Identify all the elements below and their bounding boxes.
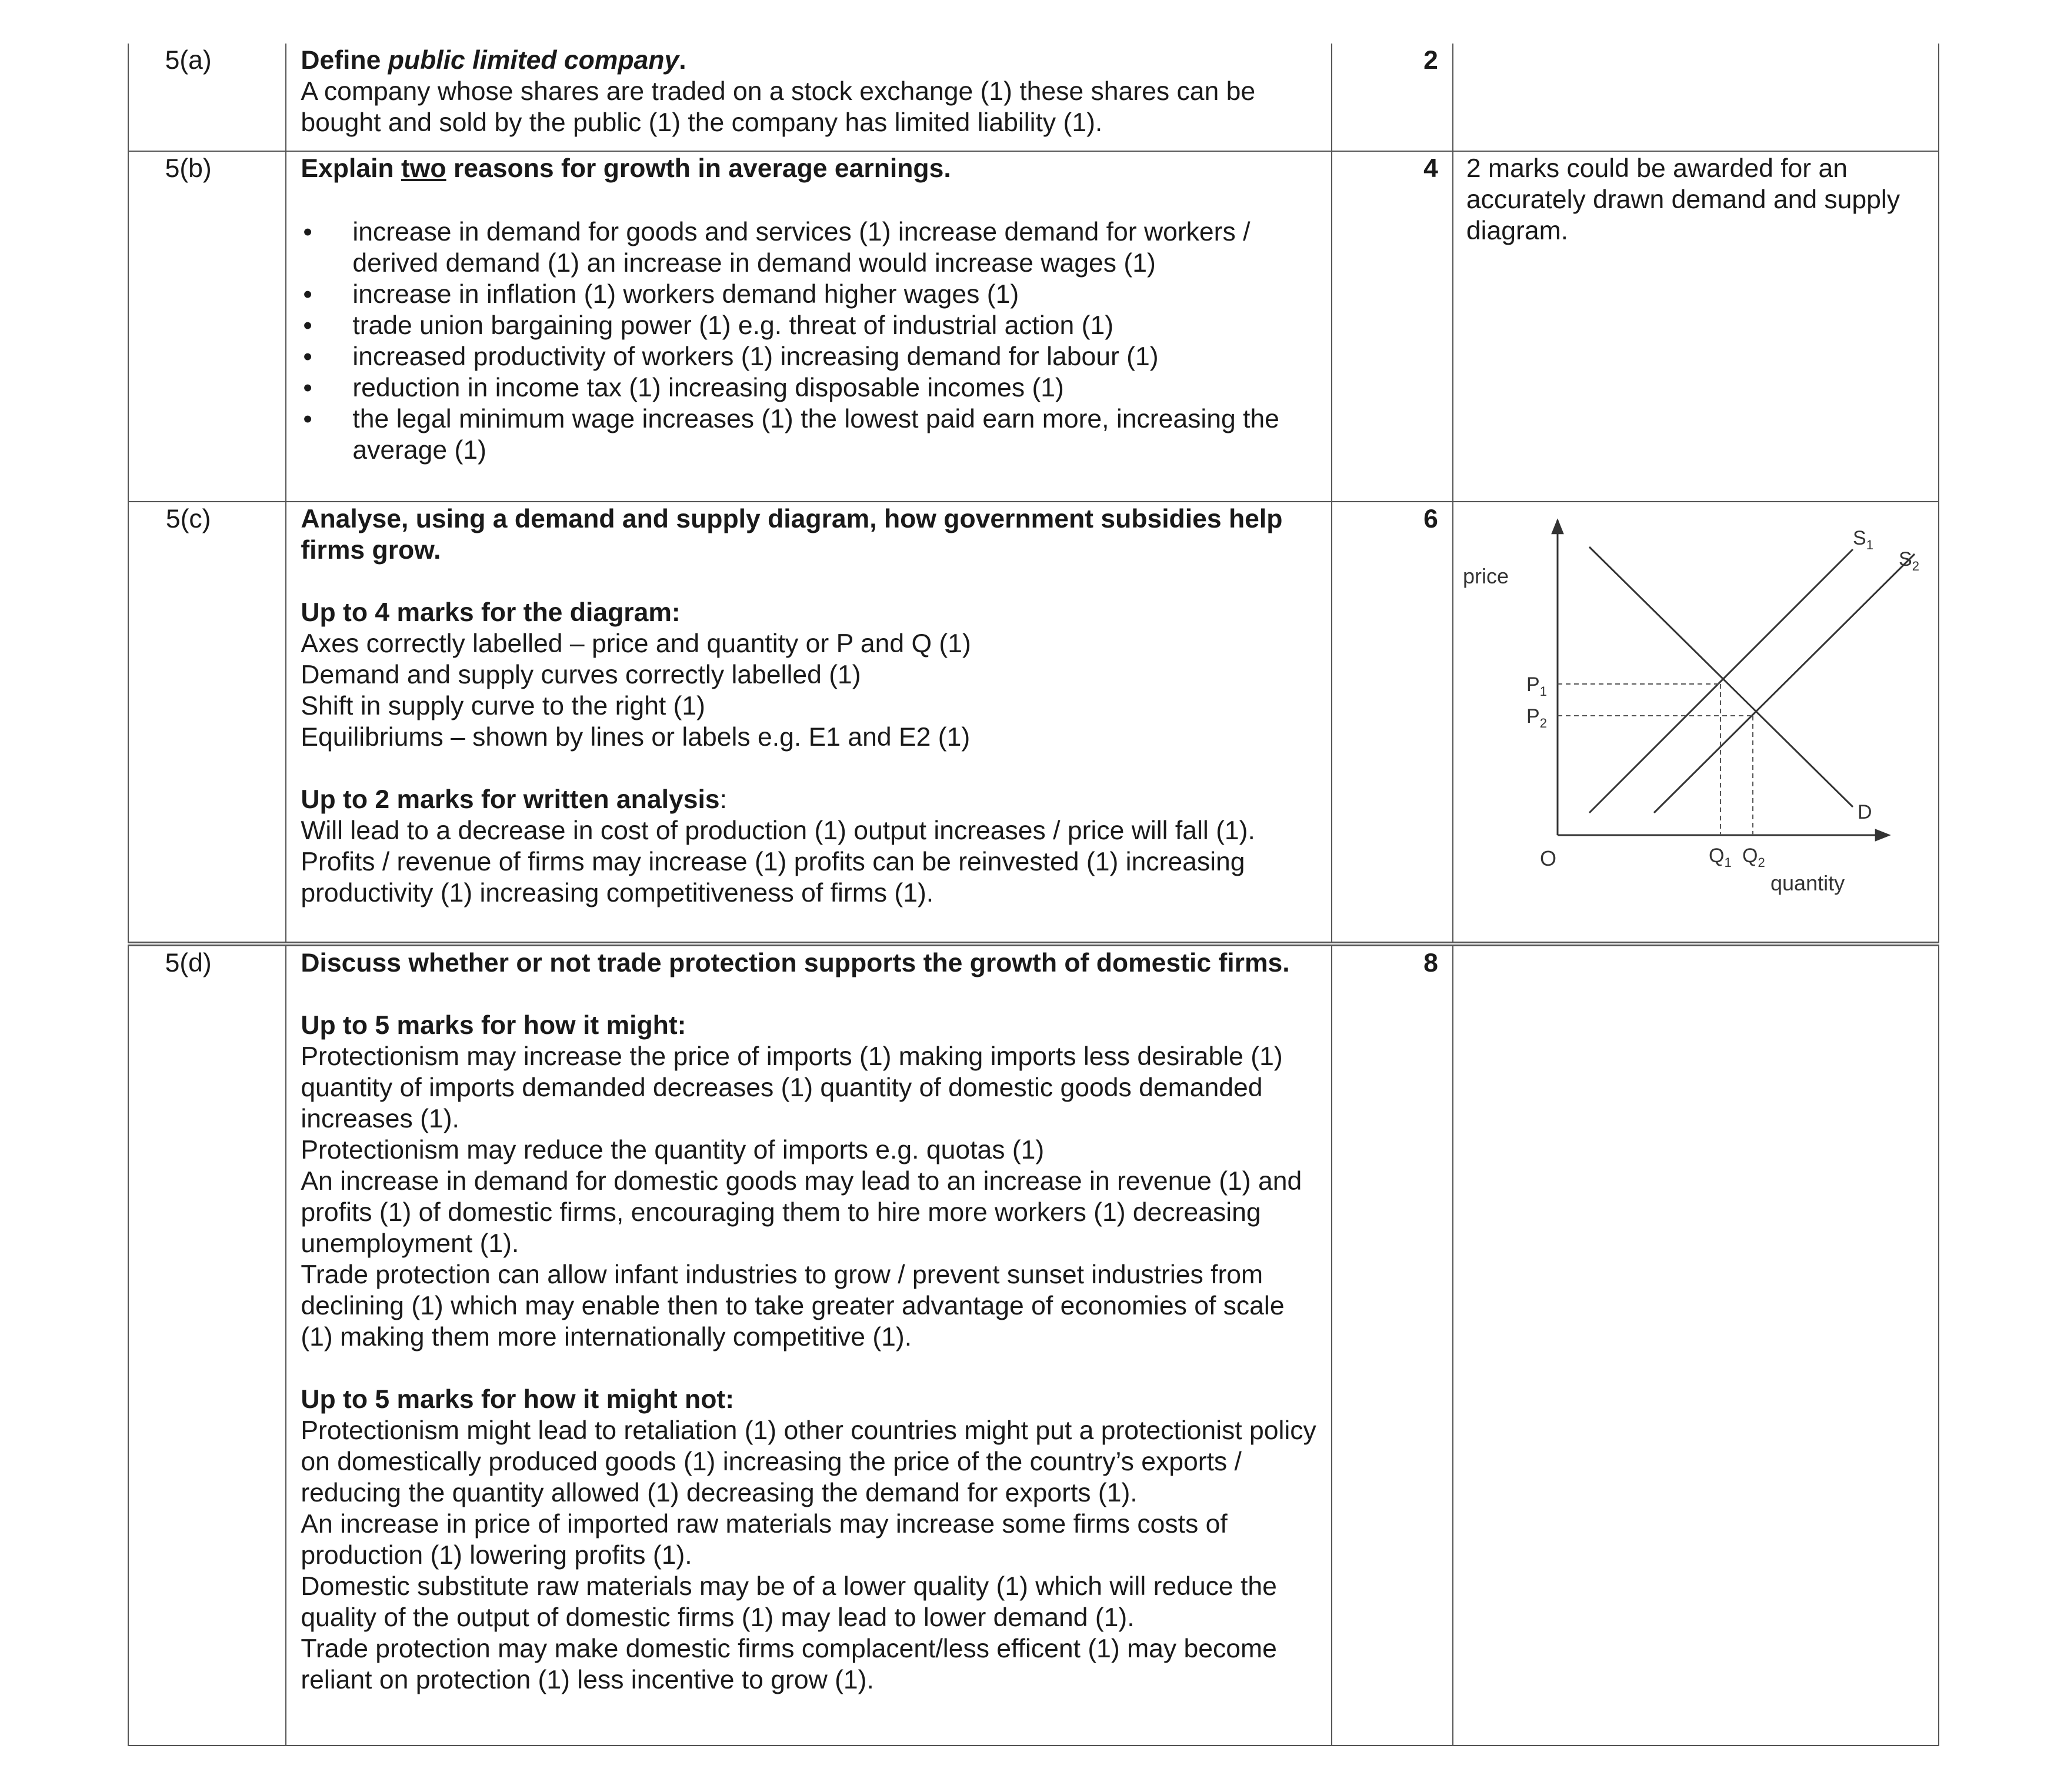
guidance-text xyxy=(1453,44,1938,45)
diagram-mark-line: Equilibriums – shown by lines or labels e.g. E1 and E2 (1) xyxy=(301,723,971,752)
list-item: • increase in demand for goods and services (1) increase demand for workers / derived demand (1) an increase in demand would increase wages (1) xyxy=(301,216,1318,279)
marks-value: 6 xyxy=(1423,505,1438,533)
answer-text: A company whose shares are traded on a stock exchange (1) these shares can be bought and sold by the public (1) the company has limited liability (1). xyxy=(301,77,1256,137)
list-item: • trade union bargaining power (1) e.g. threat of industrial action (1) xyxy=(301,310,1318,341)
q1-label: $Q_1$ xyxy=(1709,845,1732,870)
guidance-text: 2 marks could be awarded for an accurately drawn demand and supply diagram. xyxy=(1466,154,1900,245)
p2-label: $P_2$ xyxy=(1526,705,1547,730)
list-item: • increased productivity of workers (1) increasing demand for labour (1) xyxy=(301,341,1318,372)
answer-cell xyxy=(286,151,1331,502)
might-line: Protectionism may reduce the quantity of imports e.g. quotas (1) xyxy=(301,1136,1045,1164)
marks-cell xyxy=(1332,44,1453,151)
analysis-line: Will lead to a decrease in cost of production (1) output increases / price will fall (1). xyxy=(301,816,1255,845)
analysis-heading-text: Up to 2 marks for written analysis xyxy=(301,785,720,814)
analysis-heading-colon: : xyxy=(719,785,727,814)
diagram-marks-heading: Up to 4 marks for the diagram: xyxy=(301,598,681,627)
question-title: Analyse, using a demand and supply diagram, how government subsidies help firms grow. xyxy=(301,505,1283,565)
demand-supply-diagram xyxy=(1453,507,1947,907)
analysis-line: Profits / revenue of firms may increase (1) profits can be reinvested (1) increasing productivity (1) increasing competitiveness of firms (1). xyxy=(301,847,1245,907)
title-underlined: two xyxy=(401,154,446,183)
question-number: 5(c) xyxy=(165,505,211,533)
answer-cell xyxy=(286,944,1331,1746)
title-suffix: . xyxy=(679,46,686,75)
question-title xyxy=(301,153,1318,184)
might-line: Protectionism may increase the price of imports (1) making imports less desirable (1) quantity of imports demanded decreases (1) quantity of domestic goods demanded increases (1). xyxy=(301,1042,1283,1133)
supply-curve-s1 xyxy=(1589,549,1853,813)
row-5a xyxy=(128,44,1939,151)
question-title: Discuss whether or not trade protection supports the growth of domestic firms. xyxy=(301,949,1290,977)
list-item: • the legal minimum wage increases (1) the lowest paid earn more, increasing the average (1) xyxy=(301,403,1318,466)
reasons-list xyxy=(301,216,1318,466)
question-title xyxy=(301,45,1318,76)
title-term: public limited company xyxy=(388,46,679,75)
marks-cell xyxy=(1332,502,1453,944)
diagram-mark-line: Demand and supply curves correctly labelled (1) xyxy=(301,660,861,689)
answer-cell xyxy=(286,44,1331,151)
might-not-line: Protectionism might lead to retaliation (1) other countries might put a protectionist policy on domestically produced goods (1) increasing the price of the country’s exports / reducing the quantity allowed (1) decreasing the demand for exports (1). xyxy=(301,1416,1316,1507)
guidance-cell xyxy=(1453,44,1939,151)
question-number-cell xyxy=(128,151,286,502)
might-not-line: An increase in price of imported raw materials may increase some firms costs of production (1) lowering profits (1). xyxy=(301,1510,1228,1570)
demand-label: D xyxy=(1858,801,1872,823)
question-number: 5(a) xyxy=(165,46,212,75)
question-number: 5(d) xyxy=(165,949,212,977)
question-number-cell xyxy=(128,502,286,944)
question-number-cell xyxy=(128,944,286,1746)
title-prefix: Explain xyxy=(301,154,401,183)
analysis-marks-heading xyxy=(301,784,1318,815)
question-number: 5(b) xyxy=(165,154,212,183)
question-number-cell xyxy=(128,44,286,151)
origin-label: O xyxy=(1540,846,1557,870)
title-prefix: Define xyxy=(301,46,388,75)
s1-label: $S_1$ xyxy=(1853,527,1873,552)
q2-label: $Q_2$ xyxy=(1742,845,1765,870)
x-axis-label: quantity xyxy=(1770,871,1845,895)
guidance-text xyxy=(1453,946,1938,947)
diagram-mark-line: Axes correctly labelled – price and quantity or P and Q (1) xyxy=(301,629,971,658)
guidance-cell xyxy=(1453,151,1939,502)
title-suffix: reasons for growth in average earnings. xyxy=(446,154,951,183)
row-5b xyxy=(128,151,1939,502)
marks-cell xyxy=(1332,151,1453,502)
row-5d xyxy=(128,944,1939,1746)
might-line: Trade protection can allow infant industries to grow / prevent sunset industries from declining (1) which may enable then to take greater advantage of economies of scale (1) making them more internationally competitive (1). xyxy=(301,1260,1285,1351)
might-not-heading: Up to 5 marks for how it might not: xyxy=(301,1385,735,1414)
might-not-line: Trade protection may make domestic firms complacent/less efficent (1) may become reliant on protection (1) less incentive to grow (1). xyxy=(301,1634,1277,1694)
p1-label: $P_1$ xyxy=(1526,673,1547,699)
s2-label: $S_2$ xyxy=(1899,548,1919,573)
marks-value: 8 xyxy=(1423,949,1438,977)
list-item: • increase in inflation (1) workers demand higher wages (1) xyxy=(301,279,1318,310)
answer-cell xyxy=(286,502,1331,944)
marks-cell xyxy=(1332,944,1453,1746)
might-heading: Up to 5 marks for how it might: xyxy=(301,1011,686,1040)
list-item: • reduction in income tax (1) increasing disposable incomes (1) xyxy=(301,372,1318,403)
marks-value: 2 xyxy=(1423,46,1438,75)
y-axis-label: price xyxy=(1463,564,1509,588)
might-not-line: Domestic substitute raw materials may be of a lower quality (1) which will reduce the quality of the output of domestic firms (1) may lead to lower demand (1). xyxy=(301,1572,1277,1632)
marks-value: 4 xyxy=(1423,154,1438,183)
diagram-mark-line: Shift in supply curve to the right (1) xyxy=(301,692,705,720)
guidance-cell xyxy=(1453,944,1939,1746)
might-line: An increase in demand for domestic goods may lead to an increase in revenue (1) and profits (1) of domestic firms, encouraging them to hire more workers (1) decreasing unemployment (1). xyxy=(301,1167,1302,1258)
